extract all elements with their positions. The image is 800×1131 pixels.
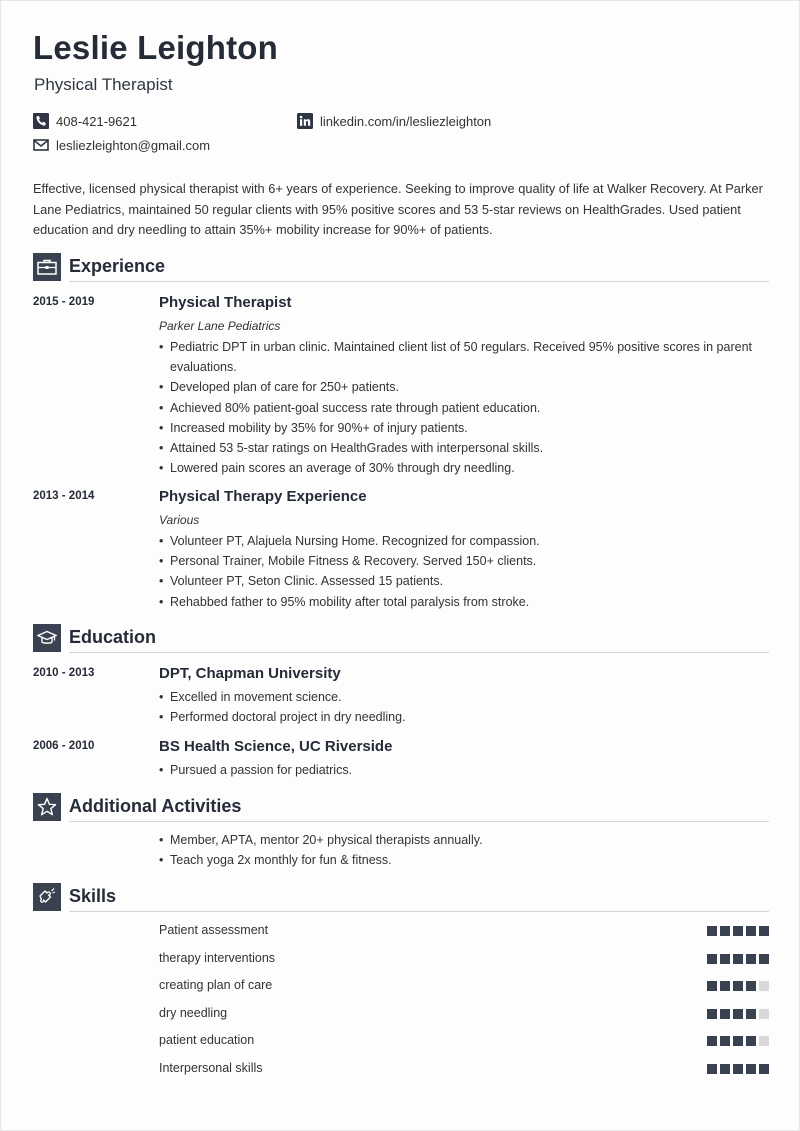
skill-row xyxy=(159,1033,769,1049)
entry-title: Physical Therapist xyxy=(159,294,292,311)
rating-square-filled xyxy=(707,1036,717,1046)
entry-dates: 2015 - 2019 xyxy=(33,296,95,308)
rating-square-filled xyxy=(746,981,756,991)
skills-section-header xyxy=(33,883,769,913)
skill-row xyxy=(159,1006,769,1022)
entry-title: DPT, Chapman University xyxy=(159,665,341,682)
entry-bullets xyxy=(159,337,759,478)
education-section-header xyxy=(33,624,769,654)
skill-rating xyxy=(707,1036,769,1046)
entry-bullets xyxy=(159,687,759,727)
briefcase-icon xyxy=(33,253,61,281)
skill-name: patient education xyxy=(159,1033,255,1047)
phone-text: 408-421-9621 xyxy=(56,113,137,129)
education-heading: Education xyxy=(69,627,157,647)
linkedin-icon xyxy=(297,113,313,129)
rating-square-empty xyxy=(759,981,769,991)
list-item: • Excelled in movement science. xyxy=(159,687,759,707)
rating-square-filled xyxy=(720,1009,730,1019)
list-item: • Achieved 80% patient-goal success rate through patient education. xyxy=(159,398,759,418)
rating-square-filled xyxy=(746,926,756,936)
list-item: • Developed plan of care for 250+ patients. xyxy=(159,377,759,397)
list-item: • Volunteer PT, Seton Clinic. Assessed 15 patients. xyxy=(159,571,759,591)
email-text: lesliezleighton@gmail.com xyxy=(56,137,211,153)
rating-square-filled xyxy=(759,1064,769,1074)
rating-square-filled xyxy=(707,1064,717,1074)
section-divider xyxy=(69,821,769,822)
list-item: • Pediatric DPT in urban clinic. Maintained client list of 50 regulars. Received 95% positive scores in parent evaluations. xyxy=(159,337,759,377)
list-item: • Personal Trainer, Mobile Fitness & Recovery. Served 150+ clients. xyxy=(159,551,759,571)
skill-row xyxy=(159,978,769,994)
list-item: • Performed doctoral project in dry needling. xyxy=(159,707,759,727)
rating-square-filled xyxy=(733,1064,743,1074)
list-item: • Teach yoga 2x monthly for fun & fitness. xyxy=(159,850,759,870)
entry-dates: 2013 - 2014 xyxy=(33,490,95,502)
skill-name: Interpersonal skills xyxy=(159,1060,263,1075)
skill-name: creating plan of care xyxy=(159,978,273,992)
rating-square-filled xyxy=(720,981,730,991)
section-divider xyxy=(69,652,769,653)
skill-rating xyxy=(707,1064,769,1074)
skill-name: therapy interventions xyxy=(159,950,276,965)
skill-rating xyxy=(707,1009,769,1019)
rating-square-filled xyxy=(707,954,717,964)
activities-bullets xyxy=(159,830,759,870)
rating-square-filled xyxy=(759,926,769,936)
experience-section-header xyxy=(33,253,769,283)
rating-square-filled xyxy=(746,954,756,964)
contact-linkedin xyxy=(297,113,491,129)
skills-heading: Skills xyxy=(69,886,117,906)
list-item: • Attained 53 5-star ratings on HealthGrades with interpersonal skills. xyxy=(159,438,759,458)
rating-square-filled xyxy=(720,954,730,964)
skill-rating xyxy=(707,954,769,964)
rating-square-filled xyxy=(746,1009,756,1019)
rating-square-filled xyxy=(733,954,743,964)
entry-title: BS Health Science, UC Riverside xyxy=(159,738,393,755)
skill-rating xyxy=(707,981,769,991)
list-item: • Lowered pain scores an average of 30% through dry needling. xyxy=(159,458,759,478)
contact-phone xyxy=(33,113,137,129)
rating-square-filled xyxy=(759,954,769,964)
skill-row xyxy=(159,1061,769,1077)
list-item: • Rehabbed father to 95% mobility after total paralysis from stroke. xyxy=(159,592,759,612)
experience-heading: Experience xyxy=(69,256,166,276)
rating-square-empty xyxy=(759,1036,769,1046)
candidate-name: Leslie Leighton xyxy=(33,29,279,66)
activities-section-header xyxy=(33,793,769,823)
rating-square-filled xyxy=(720,1064,730,1074)
rating-square-empty xyxy=(759,1009,769,1019)
skill-row xyxy=(159,923,769,939)
rating-square-filled xyxy=(707,926,717,936)
rating-square-filled xyxy=(746,1036,756,1046)
phone-icon xyxy=(33,113,49,129)
contact-email xyxy=(33,137,210,153)
skill-name: Patient assessment xyxy=(159,923,269,937)
section-divider xyxy=(69,281,769,282)
entry-dates: 2006 - 2010 xyxy=(33,740,95,752)
profile-summary: Effective, licensed physical therapist with 6+ years of experience. Seeking to improve quality of life at Walker Recovery. At Parker Lane Pediatrics, maintained 50 regular clients with 95% positive scores and 53 5-star reviews on HealthGrades. Used patient education and dry needling to attain 35%+ mobility increase for 90%+ of patients. xyxy=(33,181,763,237)
entry-title: Physical Therapy Experience xyxy=(159,488,367,505)
rating-square-filled xyxy=(733,926,743,936)
entry-bullets xyxy=(159,760,759,780)
skill-row xyxy=(159,951,769,967)
linkedin-text: linkedin.com/in/lesliezleighton xyxy=(320,113,492,129)
puzzle-icon xyxy=(33,883,61,911)
skill-name: dry needling xyxy=(159,1005,228,1020)
envelope-icon xyxy=(33,137,49,153)
list-item: • Member, APTA, mentor 20+ physical therapists annually. xyxy=(159,830,759,850)
entry-organization: Parker Lane Pediatrics xyxy=(159,319,281,333)
activities-heading: Additional Activities xyxy=(69,796,242,816)
list-item: • Increased mobility by 35% for 90%+ of injury patients. xyxy=(159,418,759,438)
entry-dates: 2010 - 2013 xyxy=(33,667,95,679)
rating-square-filled xyxy=(707,1009,717,1019)
rating-square-filled xyxy=(746,1064,756,1074)
graduation-cap-icon xyxy=(33,624,61,652)
rating-square-filled xyxy=(707,981,717,991)
entry-bullets xyxy=(159,531,759,612)
rating-square-filled xyxy=(720,926,730,936)
star-icon xyxy=(33,793,61,821)
section-divider xyxy=(69,911,769,912)
rating-square-filled xyxy=(733,981,743,991)
rating-square-filled xyxy=(733,1036,743,1046)
job-title: Physical Therapist xyxy=(34,75,173,94)
entry-organization: Various xyxy=(159,513,200,527)
rating-square-filled xyxy=(720,1036,730,1046)
list-item: • Pursued a passion for pediatrics. xyxy=(159,760,759,780)
rating-square-filled xyxy=(733,1009,743,1019)
skill-rating xyxy=(707,926,769,936)
list-item: • Volunteer PT, Alajuela Nursing Home. Recognized for compassion. xyxy=(159,531,759,551)
